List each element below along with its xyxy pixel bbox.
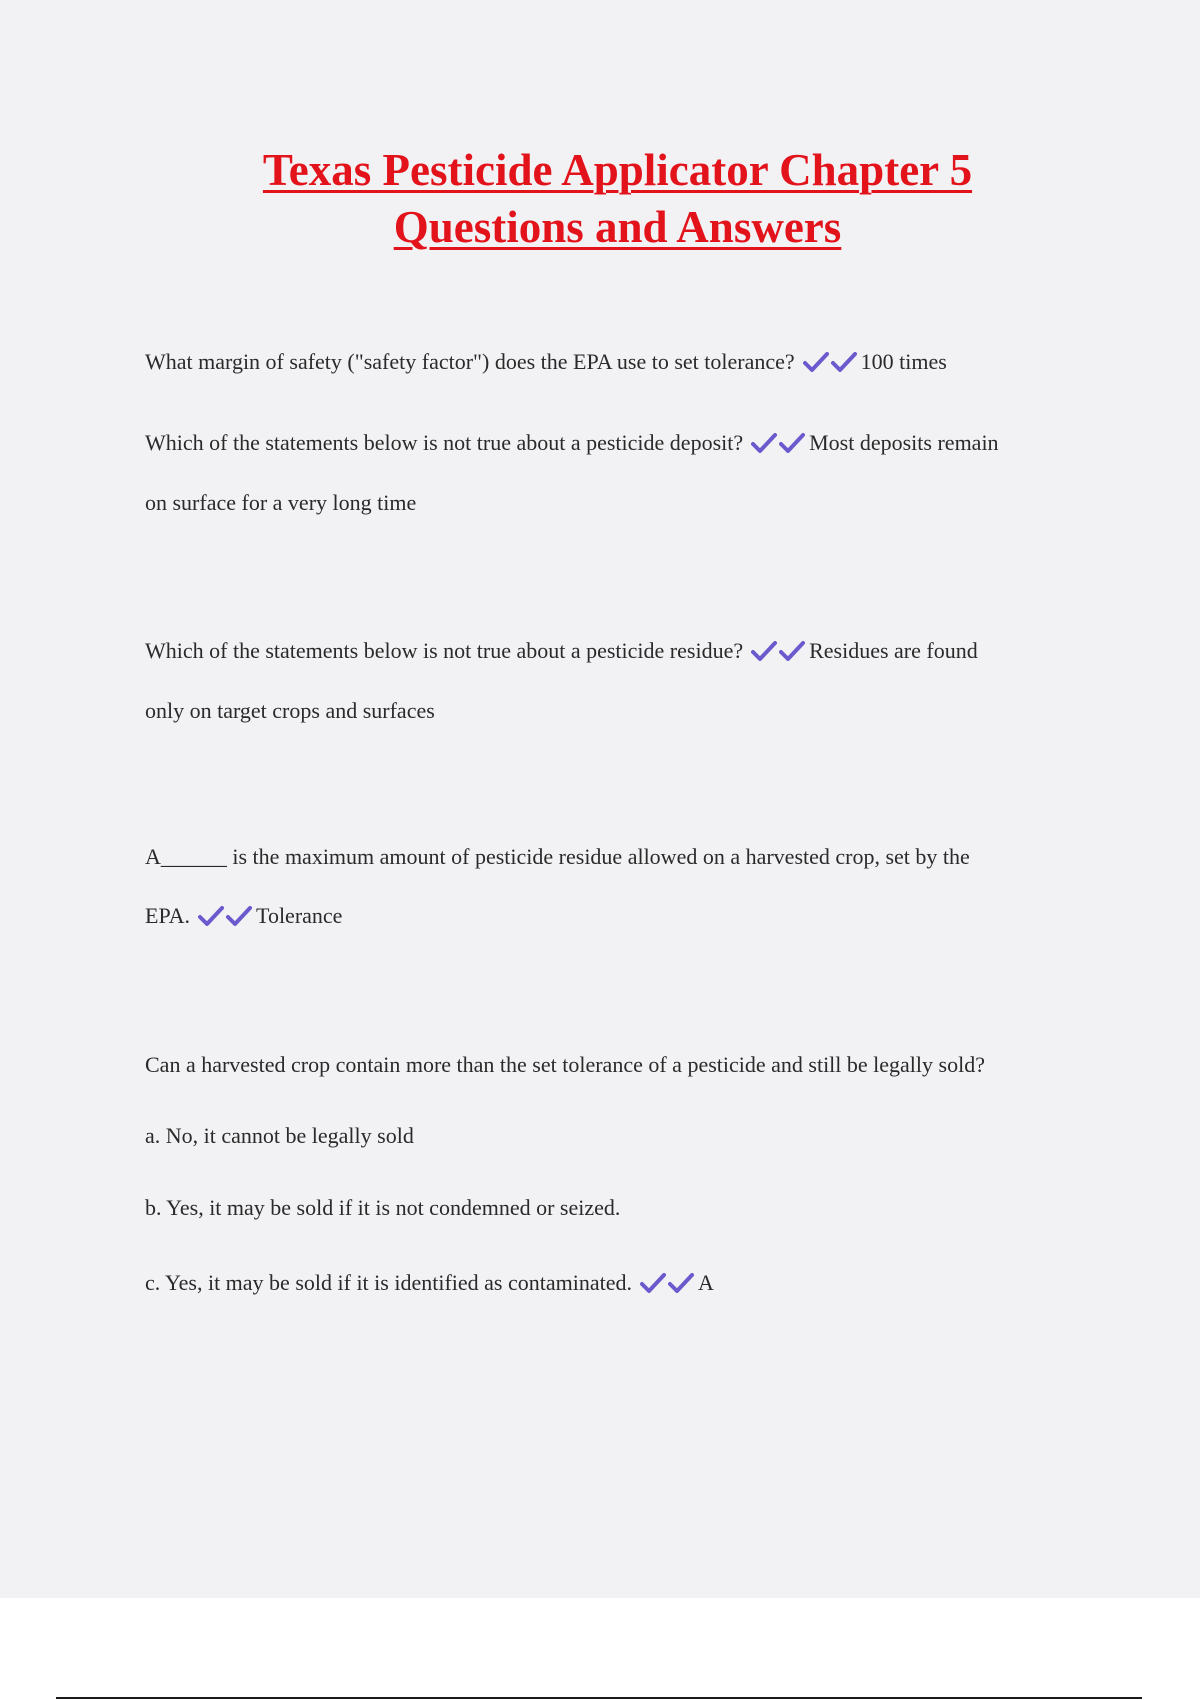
checkmark-icon [751, 432, 777, 454]
qa-item-5 [145, 1051, 985, 1079]
checkmark-icon [803, 351, 829, 373]
checkmark-icon [668, 1272, 694, 1294]
option-b [145, 1194, 620, 1222]
page-title [0, 142, 1200, 256]
qa-item-2 [145, 429, 999, 461]
footer-divider [56, 1697, 1142, 1699]
answer-checkmarks [640, 1272, 696, 1301]
option-text: c. Yes, it may be sold if it is identified as contaminated. [145, 1270, 632, 1295]
question-text-continued: EPA. [145, 903, 191, 928]
qa-item-2-cont [145, 489, 416, 517]
checkmark-icon [226, 905, 252, 927]
checkmark-icon [198, 905, 224, 927]
answer-text-continued: on surface for a very long time [145, 490, 417, 515]
checkmark-icon [831, 351, 857, 373]
answer-text: Tolerance [256, 903, 343, 928]
option-a [145, 1122, 414, 1150]
question-text: A______ is the maximum amount of pesticide residue allowed on a harvested crop, set by the [145, 844, 970, 869]
checkmark-icon [779, 432, 805, 454]
answer-text-continued: only on target crops and surfaces [145, 698, 435, 723]
answer-text: Most deposits remain [809, 430, 999, 455]
option-text: b. Yes, it may be sold if it is not condemned or seized. [145, 1195, 621, 1220]
checkmark-icon [751, 640, 777, 662]
question-text: Can a harvested crop contain more than the set tolerance of a pesticide and still be legally sold? [145, 1052, 985, 1077]
answer-checkmarks [198, 905, 254, 934]
qa-item-4 [145, 843, 970, 871]
qa-item-1 [145, 348, 947, 380]
answer-text: Residues are found [809, 638, 978, 663]
title-line-1: Texas Pesticide Applicator Chapter 5 [262, 145, 973, 195]
option-c [145, 1269, 714, 1301]
answer-checkmarks [751, 640, 807, 669]
answer-checkmarks [751, 432, 807, 461]
title-line-2: Questions and Answers [393, 202, 842, 252]
question-text: Which of the statements below is not true about a pesticide residue? [145, 638, 744, 663]
option-text: a. No, it cannot be legally sold [145, 1123, 414, 1148]
answer-text: A [697, 1270, 714, 1295]
checkmark-icon [779, 640, 805, 662]
qa-item-3 [145, 637, 978, 669]
qa-item-3-cont [145, 697, 435, 725]
answer-text: 100 times [860, 349, 947, 374]
question-text: Which of the statements below is not true about a pesticide deposit? [145, 430, 744, 455]
question-text: What margin of safety ("safety factor") does the EPA use to set tolerance? [145, 349, 795, 374]
checkmark-icon [640, 1272, 666, 1294]
answer-checkmarks [803, 351, 859, 380]
qa-item-4-cont [145, 902, 342, 934]
